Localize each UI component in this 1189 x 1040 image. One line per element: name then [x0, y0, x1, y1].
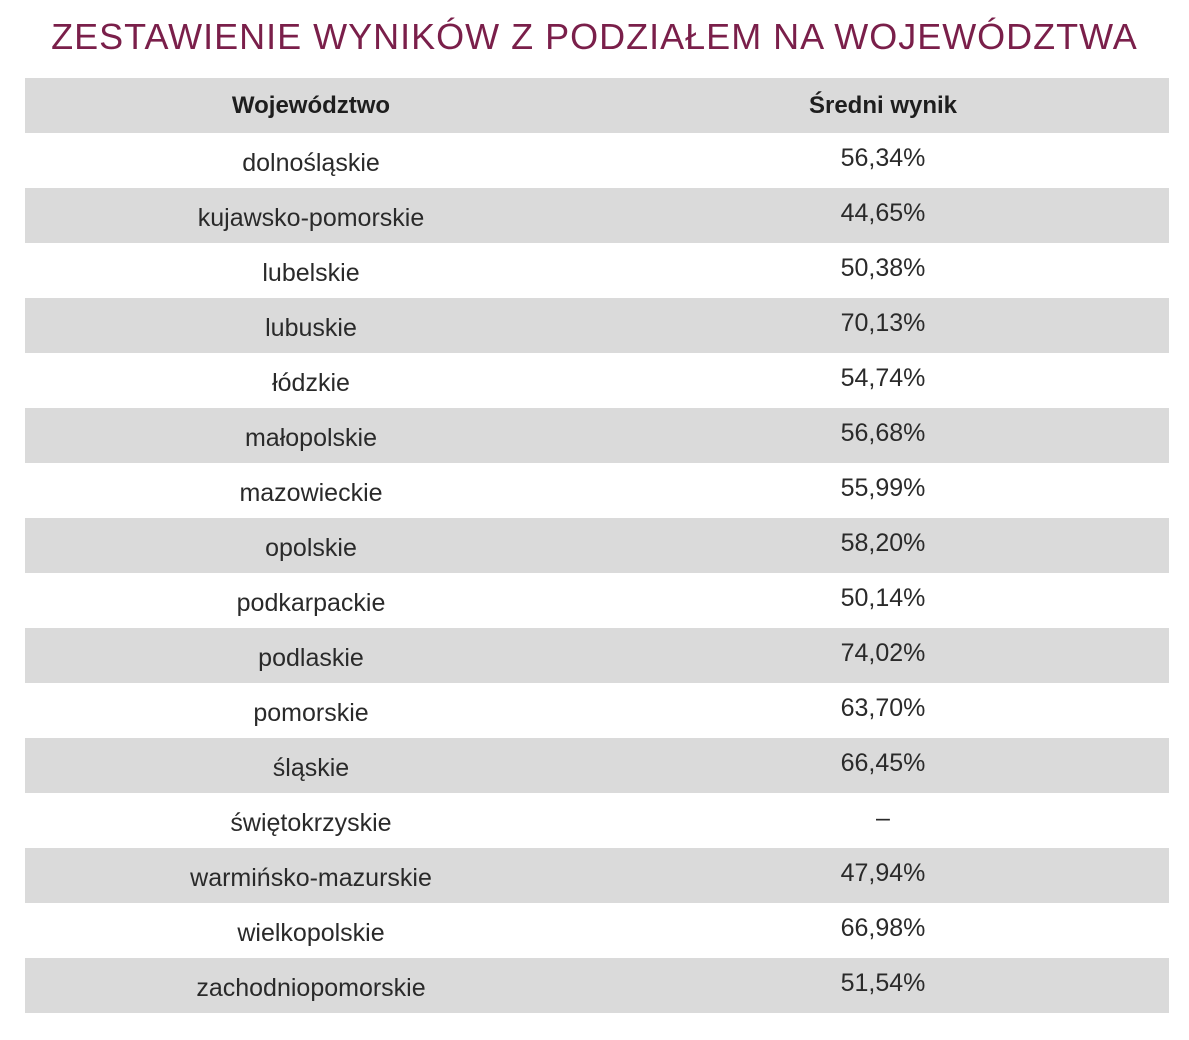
table-row — [25, 243, 1169, 298]
average-score-cell: 51,54% — [840, 968, 926, 997]
average-score-cell: – — [876, 803, 890, 832]
average-score-cell: 66,98% — [840, 913, 926, 942]
table-row — [25, 683, 1169, 738]
table-row — [25, 408, 1169, 463]
average-score-cell: 56,34% — [840, 143, 926, 172]
average-score-cell: 47,94% — [840, 858, 926, 887]
average-score-cell: 63,70% — [840, 693, 926, 722]
voivodeship-cell: wielkopolskie — [237, 918, 385, 947]
voivodeship-cell: pomorskie — [253, 698, 369, 727]
average-score-cell: 54,74% — [840, 363, 926, 392]
voivodeship-cell: małopolskie — [244, 423, 377, 452]
voivodeship-cell: łódzkie — [272, 368, 350, 397]
voivodeship-cell: kujawsko-pomorskie — [197, 203, 425, 232]
average-score-cell: 70,13% — [840, 308, 926, 337]
average-score-cell: 44,65% — [840, 198, 926, 227]
average-score-cell: 56,68% — [840, 418, 926, 447]
table-row — [25, 463, 1169, 518]
average-score-cell: 74,02% — [840, 638, 926, 667]
table-row — [25, 903, 1169, 958]
table-row — [25, 298, 1169, 353]
voivodeship-cell: dolnośląskie — [242, 148, 380, 177]
page-title: ZESTAWIENIE WYNIKÓW Z PODZIAŁEM NA WOJEWÓDZTWA — [51, 16, 1138, 57]
table-header-row — [25, 78, 1169, 133]
average-score-cell: 55,99% — [840, 473, 926, 502]
column-header-average-score: Średni wynik — [808, 91, 958, 119]
voivodeship-cell: opolskie — [265, 533, 357, 562]
voivodeship-cell: świętokrzyskie — [230, 808, 392, 837]
voivodeship-cell: mazowieckie — [239, 478, 383, 507]
table-row — [25, 518, 1169, 573]
voivodeship-cell: podkarpackie — [236, 588, 386, 617]
table-row — [25, 188, 1169, 243]
table-row — [25, 353, 1169, 408]
average-score-cell: 58,20% — [840, 528, 926, 557]
average-score-cell: 50,14% — [840, 583, 926, 612]
table-row — [25, 848, 1169, 903]
table-row — [25, 573, 1169, 628]
voivodeship-cell: podlaskie — [258, 643, 364, 672]
table-row — [25, 958, 1169, 1013]
table-row — [25, 133, 1169, 188]
voivodeship-cell: lubuskie — [265, 313, 357, 342]
voivodeship-cell: zachodniopomorskie — [196, 973, 426, 1002]
table-row — [25, 738, 1169, 793]
table-row — [25, 628, 1169, 683]
average-score-cell: 66,45% — [840, 748, 926, 777]
column-header-voivodeship: Województwo — [231, 91, 391, 119]
table-row — [25, 793, 1169, 848]
table-body — [25, 133, 1169, 1013]
voivodeship-cell: lubelskie — [262, 258, 360, 287]
average-score-cell: 50,38% — [840, 253, 926, 282]
voivodeship-cell: warmińsko-mazurskie — [190, 863, 432, 892]
voivodeship-cell: śląskie — [272, 753, 350, 782]
results-table — [25, 78, 1169, 1013]
